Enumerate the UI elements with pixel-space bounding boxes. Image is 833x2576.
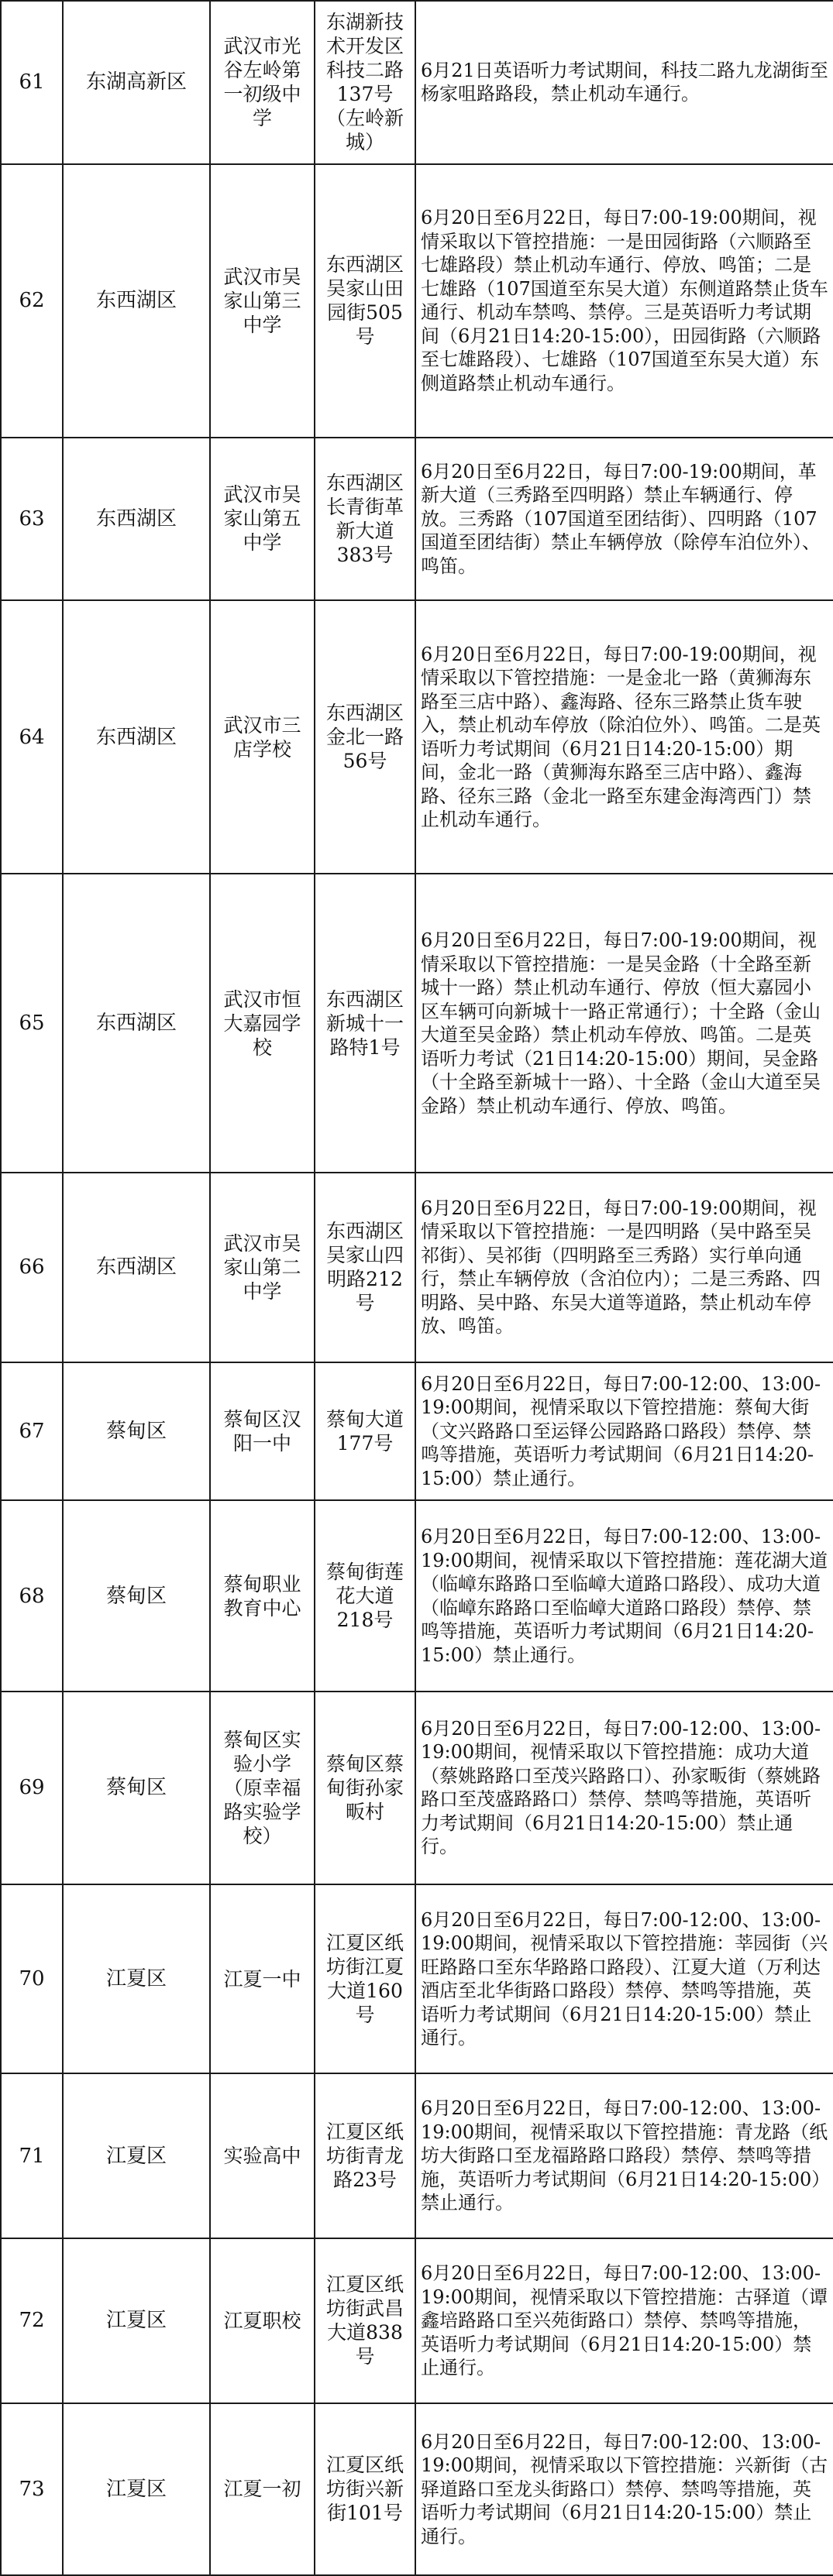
school-cell: 江夏一初 bbox=[210, 2403, 315, 2575]
school-cell: 武汉市光谷左岭第一初级中学 bbox=[210, 1, 315, 164]
district-cell: 江夏区 bbox=[63, 2073, 210, 2238]
district-cell: 东西湖区 bbox=[63, 1173, 210, 1362]
address-cell: 蔡甸街莲花大道218号 bbox=[315, 1500, 415, 1692]
district-cell: 东湖高新区 bbox=[63, 1, 210, 164]
row-number: 71 bbox=[1, 2073, 63, 2238]
district-cell: 东西湖区 bbox=[63, 600, 210, 874]
control-measures-cell: 6月20日至6月22日，每日7:00-12:00、13:00-19:00期间，视情采取以下管控措施：成功大道（蔡姚路路口至茂兴路路口）、孙家畈街（蔡姚路路口至茂盛路路口）禁停、禁鸣等措施，英语听力考试期间（6月21日14:20-15:00）禁止通行。 bbox=[415, 1692, 833, 1884]
control-measures-cell: 6月20日至6月22日，每日7:00-12:00、13:00-19:00期间，视情采取以下管控措施：兴新街（古驿道路口至龙头街路口）禁停、禁鸣等措施，英语听力考试期间（6月21日14:20-15:00）禁止通行。 bbox=[415, 2403, 833, 2575]
row-number: 70 bbox=[1, 1884, 63, 2074]
control-measures-cell: 6月20日至6月22日，每日7:00-12:00、13:00-19:00期间，视情采取以下管控措施：青龙路（纸坊大街路口至龙福路路口路段）禁停、禁鸣等措施，英语听力考试期间（6月21日14:20-15:00）禁止通行。 bbox=[415, 2073, 833, 2238]
school-cell: 蔡甸区实验小学（原幸福路实验学校） bbox=[210, 1692, 315, 1884]
row-number: 72 bbox=[1, 2238, 63, 2403]
table-row bbox=[1, 874, 833, 1173]
row-number: 67 bbox=[1, 1362, 63, 1501]
control-measures-cell: 6月20日至6月22日，每日7:00-12:00、13:00-19:00期间，视情采取以下管控措施：蔡甸大街（文兴路路口至运铎公园路路口路段）禁停、禁鸣等措施，英语听力考试期间（6月21日14:20-15:00）禁止通行。 bbox=[415, 1362, 833, 1501]
address-cell: 蔡甸区蔡甸街孙家畈村 bbox=[315, 1692, 415, 1884]
row-number: 68 bbox=[1, 1500, 63, 1692]
district-cell: 蔡甸区 bbox=[63, 1362, 210, 1501]
table-row bbox=[1, 1884, 833, 2074]
control-measures-cell: 6月20日至6月22日，每日7:00-12:00、13:00-19:00期间，视情采取以下管控措施：莲花湖大道（临嶂东路路口至临嶂大道路口路段）、成功大道（临嶂东路路口至临嶂大道路口路段）禁停、禁鸣等措施，英语听力考试期间（6月21日14:20-15:00）禁止通行。 bbox=[415, 1500, 833, 1692]
address-cell: 东西湖区吴家山田园街505号 bbox=[315, 164, 415, 438]
school-cell: 江夏职校 bbox=[210, 2238, 315, 2403]
control-measures-cell: 6月20日至6月22日，每日7:00-12:00、13:00-19:00期间，视情采取以下管控措施：莘园街（兴旺路路口至东华路路口路段）、江夏大道（万利达酒店至北华街路口路段）禁停、禁鸣等措施，英语听力考试期间（6月21日14:20-15:00）禁止通行。 bbox=[415, 1884, 833, 2074]
school-cell: 武汉市三店学校 bbox=[210, 600, 315, 874]
control-measures-cell: 6月20日至6月22日，每日7:00-12:00、13:00-19:00期间，视情采取以下管控措施：古驿道（谭鑫培路路口至兴苑街路口）禁停、禁鸣等措施，英语听力考试期间（6月21日14:20-15:00）禁止通行。 bbox=[415, 2238, 833, 2403]
address-cell: 江夏区纸坊街青龙路23号 bbox=[315, 2073, 415, 2238]
row-number: 62 bbox=[1, 164, 63, 438]
address-cell: 江夏区纸坊街江夏大道160号 bbox=[315, 1884, 415, 2074]
district-cell: 蔡甸区 bbox=[63, 1500, 210, 1692]
address-cell: 蔡甸大道177号 bbox=[315, 1362, 415, 1501]
school-cell: 实验高中 bbox=[210, 2073, 315, 2238]
school-cell: 武汉市吴家山第五中学 bbox=[210, 438, 315, 601]
table-row bbox=[1, 438, 833, 601]
school-cell: 武汉市恒大嘉园学校 bbox=[210, 874, 315, 1173]
school-cell: 武汉市吴家山第三中学 bbox=[210, 164, 315, 438]
address-cell: 东西湖区新城十一路特1号 bbox=[315, 874, 415, 1173]
table-row bbox=[1, 1692, 833, 1884]
row-number: 69 bbox=[1, 1692, 63, 1884]
row-number: 73 bbox=[1, 2403, 63, 2575]
table-row bbox=[1, 164, 833, 438]
row-number: 64 bbox=[1, 600, 63, 874]
school-cell: 武汉市吴家山第二中学 bbox=[210, 1173, 315, 1362]
district-cell: 蔡甸区 bbox=[63, 1692, 210, 1884]
control-measures-cell: 6月20日至6月22日，每日7:00-19:00期间，视情采取以下管控措施：一是金北一路（黄狮海东路至三店中路）、鑫海路、径东三路禁止货车驶入，禁止机动车停放（除泊位外）、鸣笛。二是英语听力考试期间（6月21日14:20-15:00）期间，金北一路（黄狮海东路至三店中路）、鑫海路、径东三路（金北一路至东建金海湾西门）禁止机动车通行。 bbox=[415, 600, 833, 874]
address-cell: 东西湖区长青街革新大道383号 bbox=[315, 438, 415, 601]
district-cell: 江夏区 bbox=[63, 2238, 210, 2403]
table-row bbox=[1, 1173, 833, 1362]
row-number: 65 bbox=[1, 874, 63, 1173]
address-cell: 江夏区纸坊街武昌大道838号 bbox=[315, 2238, 415, 2403]
school-cell: 蔡甸区汉阳一中 bbox=[210, 1362, 315, 1501]
address-cell: 东西湖区吴家山四明路212号 bbox=[315, 1173, 415, 1362]
control-measures-cell: 6月21日英语听力考试期间，科技二路九龙湖街至杨家咀路路段，禁止机动车通行。 bbox=[415, 1, 833, 164]
school-cell: 江夏一中 bbox=[210, 1884, 315, 2074]
district-cell: 江夏区 bbox=[63, 1884, 210, 2074]
address-cell: 东湖新技术开发区科技二路137号（左岭新城） bbox=[315, 1, 415, 164]
row-number: 63 bbox=[1, 438, 63, 601]
table-row bbox=[1, 2403, 833, 2575]
row-number: 66 bbox=[1, 1173, 63, 1362]
address-cell: 东西湖区金北一路56号 bbox=[315, 600, 415, 874]
address-cell: 江夏区纸坊街兴新街101号 bbox=[315, 2403, 415, 2575]
table-row bbox=[1, 1362, 833, 1501]
table-row bbox=[1, 1500, 833, 1692]
control-measures-cell: 6月20日至6月22日，每日7:00-19:00期间，视情采取以下管控措施：一是吴金路（十全路至新城十一路）禁止机动车通行、停放（恒大嘉园小区车辆可向新城十一路正常通行）；十全路（金山大道至吴金路）禁止机动车停放、鸣笛。二是英语听力考试（21日14:20-15:00）期间，吴金路（十全路至新城十一路）、十全路（金山大道至吴金路）禁止机动车通行、停放、鸣笛。 bbox=[415, 874, 833, 1173]
district-cell: 东西湖区 bbox=[63, 874, 210, 1173]
table-row bbox=[1, 2238, 833, 2403]
control-measures-cell: 6月20日至6月22日，每日7:00-19:00期间，革新大道（三秀路至四明路）禁止车辆通行、停放。三秀路（107国道至团结街）、四明路（107国道至团结街）禁止车辆停放（除停车泊位外）、鸣笛。 bbox=[415, 438, 833, 601]
school-cell: 蔡甸职业教育中心 bbox=[210, 1500, 315, 1692]
table-row bbox=[1, 2073, 833, 2238]
district-cell: 江夏区 bbox=[63, 2403, 210, 2575]
row-number: 61 bbox=[1, 1, 63, 164]
district-cell: 东西湖区 bbox=[63, 438, 210, 601]
table-row bbox=[1, 600, 833, 874]
table-row bbox=[1, 1, 833, 164]
control-measures-cell: 6月20日至6月22日，每日7:00-19:00期间，视情采取以下管控措施：一是田园街路（六顺路至七雄路段）禁止机动车通行、停放、鸣笛；二是七雄路（107国道至东吴大道）东侧道路禁止货车通行、机动车禁鸣、禁停。三是英语听力考试期间（6月21日14:20-15:00），田园街路（六顺路至七雄路段）、七雄路（107国道至东吴大道）东侧道路禁止机动车通行。 bbox=[415, 164, 833, 438]
control-measures-cell: 6月20日至6月22日，每日7:00-19:00期间，视情采取以下管控措施：一是四明路（吴中路至吴祁街）、吴祁街（四明路至三秀路）实行单向通行，禁止车辆停放（含泊位内）；二是三秀路、四明路、吴中路、东吴大道等道路，禁止机动车停放、鸣笛。 bbox=[415, 1173, 833, 1362]
district-cell: 东西湖区 bbox=[63, 164, 210, 438]
